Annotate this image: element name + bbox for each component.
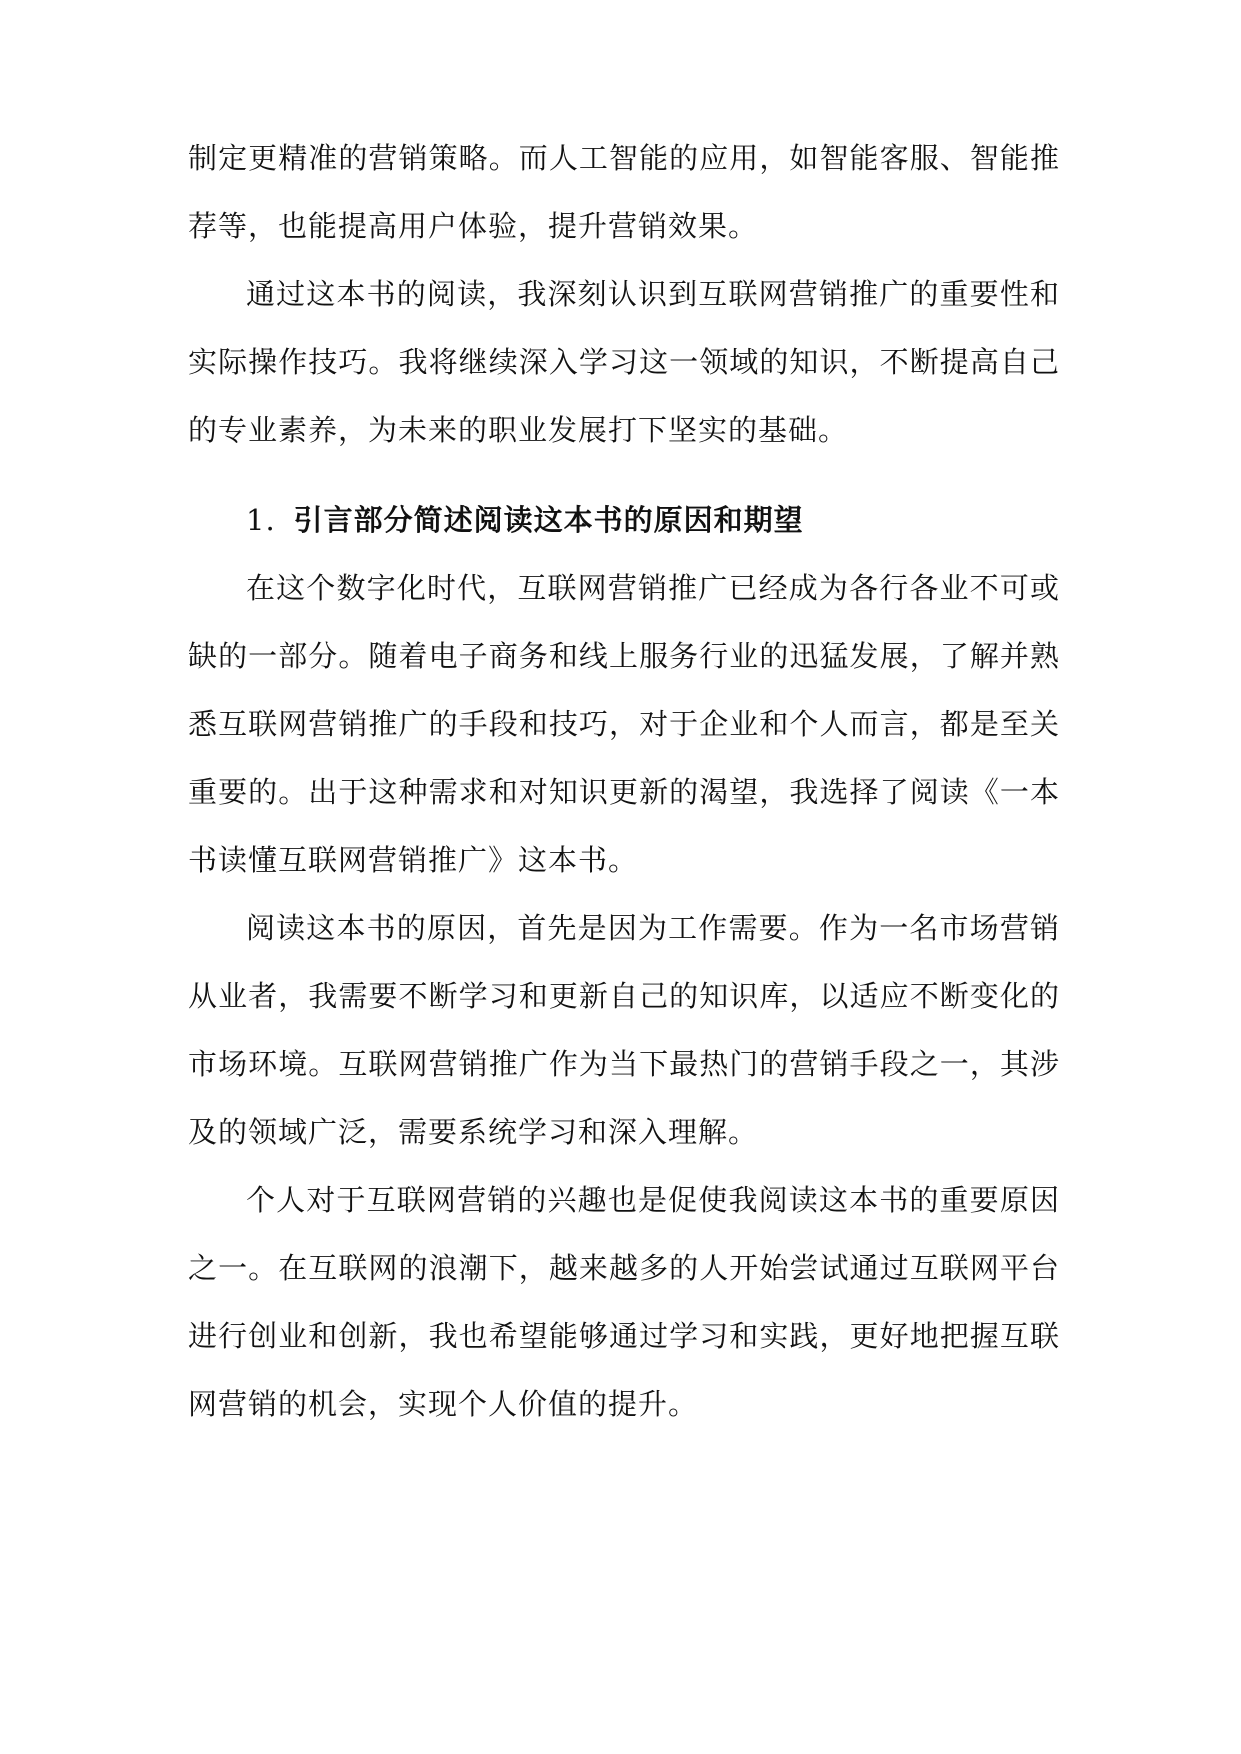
section-title: 引言部分简述阅读这本书的原因和期望	[293, 503, 804, 537]
section-number: 1.	[246, 503, 276, 537]
paragraph-intro: 在这个数字化时代，互联网营销推广已经成为各行各业不可或缺的一部分。随着电子商务和线上服务行业的迅猛发展，了解并熟悉互联网营销推广的手段和技巧，对于企业和个人而言，都是至关重要的。出于这种需求和对知识更新的渴望，我选择了阅读《一本书读懂互联网营销推广》这本书。	[188, 571, 1060, 877]
paragraph-conclusion: 通过这本书的阅读，我深刻认识到互联网营销推广的重要性和实际操作技巧。我将继续深入学习这一领域的知识，不断提高自己的专业素养，为未来的职业发展打下坚实的基础。	[188, 277, 1060, 447]
paragraph-reason-work: 阅读这本书的原因，首先是因为工作需要。作为一名市场营销从业者，我需要不断学习和更新自己的知识库，以适应不断变化的市场环境。互联网营销推广作为当下最热门的营销手段之一，其涉及的领域广泛，需要系统学习和深入理解。	[188, 911, 1060, 1149]
paragraph-reason-interest: 个人对于互联网营销的兴趣也是促使我阅读这本书的重要原因之一。在互联网的浪潮下，越来越多的人开始尝试通过互联网平台进行创业和创新，我也希望能够通过学习和实践，更好地把握互联网营销的机会，实现个人价值的提升。	[188, 1183, 1060, 1421]
paragraph-continued: 制定更精准的营销策略。而人工智能的应用，如智能客服、智能推荐等，也能提高用户体验，提升营销效果。	[188, 141, 1060, 243]
section-heading	[246, 486, 1060, 554]
